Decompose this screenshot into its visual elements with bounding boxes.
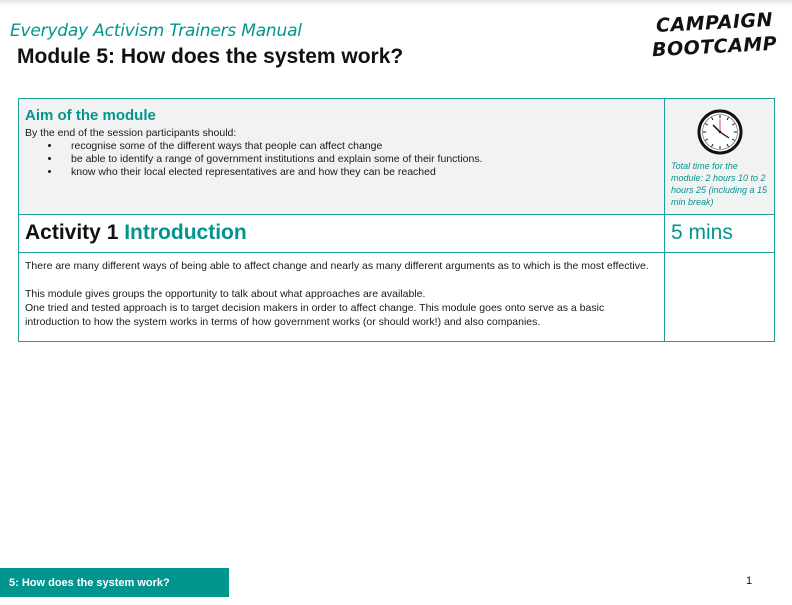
footer-label: 5: How does the system work? xyxy=(9,577,170,589)
module-table xyxy=(18,98,775,342)
activity-title xyxy=(25,221,247,244)
activity-body-row xyxy=(19,253,775,342)
paragraph-gap xyxy=(25,273,658,287)
activity-label: Activity 1 xyxy=(25,221,119,244)
top-shadow-bar xyxy=(0,0,792,6)
aim-list xyxy=(25,140,658,179)
page-number: 1 xyxy=(746,575,753,587)
aim-intro: By the end of the session participants should: xyxy=(25,127,237,139)
page-title: Module 5: How does the system work? xyxy=(17,45,404,68)
aim-item: • recognise some of the different ways that people can affect change xyxy=(61,140,658,153)
aim-item: • know who their local elected representatives are and how they can be reached xyxy=(61,166,658,179)
activity-title-cell xyxy=(19,215,665,253)
activity-name: Introduction xyxy=(124,221,247,244)
activity-body-cell xyxy=(19,253,665,342)
activity-duration: 5 mins xyxy=(665,215,775,253)
activity-paragraph: There are many different ways of being able to affect change and nearly as many different arguments as to which is the most effective. xyxy=(25,260,649,272)
footer-band xyxy=(0,568,229,597)
clock-icon xyxy=(696,108,744,156)
activity-side-cell xyxy=(665,253,775,342)
logo-line-1: CAMPAIGN xyxy=(655,8,774,38)
campaign-bootcamp-logo xyxy=(650,10,778,66)
aim-heading: Aim of the module xyxy=(25,107,156,124)
activity-header-row xyxy=(19,215,775,253)
activity-paragraph: This module gives groups the opportunity to talk about what approaches are available. xyxy=(25,288,426,300)
aim-row xyxy=(19,99,775,215)
time-cell xyxy=(665,99,775,215)
aim-item: • be able to identify a range of government institutions and explain some of their functions. xyxy=(61,153,658,166)
activity-paragraph: One tried and tested approach is to target decision makers in order to affect change. This module goes onto serve as a basic introduction to how the system works in terms of how government works (or should work!) and also companies. xyxy=(25,302,605,328)
aim-cell xyxy=(19,99,665,215)
total-time-note: Total time for the module: 2 hours 10 to 2 hours 25 (including a 15 min break) xyxy=(671,161,768,207)
logo-line-2: BOOTCAMP xyxy=(651,32,778,62)
manual-subtitle: Everyday Activism Trainers Manual xyxy=(10,21,302,41)
